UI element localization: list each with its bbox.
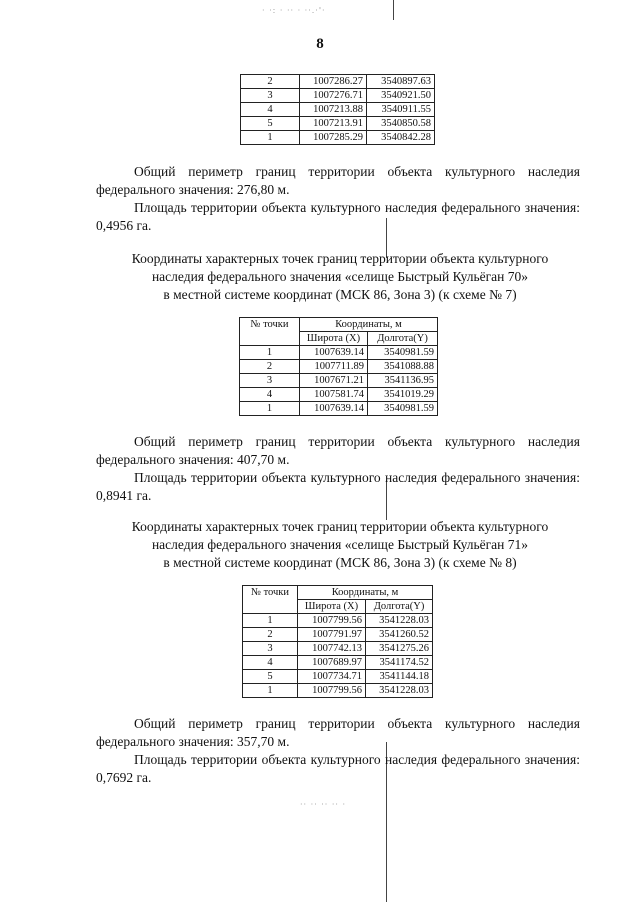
column-header-point: № точки [240,318,300,346]
table-row [243,642,433,656]
point-number: 1 [241,131,300,145]
longitude-y: 3541228.03 [366,684,433,698]
table-row [241,89,435,103]
table-row [243,684,433,698]
longitude-y: 3540911.55 [367,103,435,117]
point-number: 2 [243,628,298,642]
point-number: 4 [240,388,300,402]
column-header-coordinates: Координаты, м [298,586,433,600]
longitude-y: 3541136.95 [368,374,438,388]
point-number: 2 [241,75,300,89]
latitude-x: 1007791.97 [298,628,366,642]
longitude-y: 3540981.59 [368,346,438,360]
section-heading [90,250,590,304]
section-heading [90,518,590,572]
longitude-y: 3541174.52 [366,656,433,670]
point-number: 5 [241,117,300,131]
longitude-y: 3541019.29 [368,388,438,402]
latitude-x: 1007639.14 [300,402,368,416]
table-row [240,402,438,416]
heading-line: в местной системе координат (МСК 86, Зона 3) (к схеме № 8) [163,555,517,570]
perimeter-text: Общий периметр границ территории объекта культурного наследия федерального значения: 407,70 м. [96,434,580,467]
latitude-x: 1007213.91 [300,117,367,131]
latitude-x: 1007742.13 [298,642,366,656]
latitude-x: 1007689.97 [298,656,366,670]
longitude-y: 3540850.58 [367,117,435,131]
point-number: 4 [241,103,300,117]
scan-line-top [393,0,394,20]
latitude-x: 1007276.71 [300,89,367,103]
longitude-y: 3540921.50 [367,89,435,103]
table-row [241,75,435,89]
column-header-point: № точки [243,586,298,614]
area-text: Площадь территории объекта культурного наследия федерального значения: 0,8941 га. [96,470,580,503]
table-row [241,103,435,117]
point-number: 1 [240,402,300,416]
latitude-x: 1007639.14 [300,346,368,360]
latitude-x: 1007799.56 [298,614,366,628]
point-number: 2 [240,360,300,374]
latitude-x: 1007581.74 [300,388,368,402]
longitude-y: 3540842.28 [367,131,435,145]
longitude-y: 3540981.59 [368,402,438,416]
table-row [243,656,433,670]
coordinates-table-scheme-7 [239,317,438,416]
table-row [243,614,433,628]
column-header-coordinates: Координаты, м [300,318,438,332]
heading-line: наследия федерального значения «селище Быстрый Кульёган 71» [151,537,529,552]
latitude-x: 1007213.88 [300,103,367,117]
table-row [243,628,433,642]
table-header-row [240,318,438,332]
latitude-x: 1007799.56 [298,684,366,698]
latitude-x: 1007285.29 [300,131,367,145]
area-text: Площадь территории объекта культурного наследия федерального значения: 0,7692 га. [96,752,580,785]
scan-noise-bottom: ·· ·· ·· ·· · [300,800,347,809]
latitude-x: 1007734.71 [298,670,366,684]
column-header-x: Широта (X) [298,600,366,614]
area-text: Площадь территории объекта культурного наследия федерального значения: 0,4956 га. [96,200,580,233]
perimeter-text: Общий периметр границ территории объекта культурного наследия федерального значения: 276,80 м. [96,164,580,197]
table-row [240,374,438,388]
table-row [243,670,433,684]
table-row [241,117,435,131]
column-header-y: Долгота(Y) [368,332,438,346]
heading-line: наследия федерального значения «селище Быстрый Кульёган 70» [151,269,529,284]
scan-noise-top: · ·: · ·· · ··.·'· [262,6,326,15]
point-number: 1 [243,684,298,698]
longitude-y: 3540897.63 [367,75,435,89]
latitude-x: 1007286.27 [300,75,367,89]
point-number: 1 [240,346,300,360]
longitude-y: 3541228.03 [366,614,433,628]
table-row [241,131,435,145]
perimeter-text: Общий периметр границ территории объекта культурного наследия федерального значения: 357,70 м. [96,716,580,749]
heading-line: в местной системе координат (МСК 86, Зона 3) (к схеме № 7) [163,287,517,302]
point-number: 3 [243,642,298,656]
longitude-y: 3541144.18 [366,670,433,684]
heading-line: Координаты характерных точек границ территории объекта культурного [131,251,549,266]
longitude-y: 3541088.88 [368,360,438,374]
longitude-y: 3541260.52 [366,628,433,642]
table-row [240,388,438,402]
point-number: 5 [243,670,298,684]
heading-line: Координаты характерных точек границ территории объекта культурного [131,519,549,534]
table-header-row [243,586,433,600]
latitude-x: 1007711.89 [300,360,368,374]
column-header-y: Долгота(Y) [366,600,433,614]
table-row [240,346,438,360]
page-number: 8 [316,36,324,52]
table-row [240,360,438,374]
latitude-x: 1007671.21 [300,374,368,388]
point-number: 3 [240,374,300,388]
point-number: 3 [241,89,300,103]
column-header-x: Широта (X) [300,332,368,346]
coordinates-table-continued [240,74,435,145]
point-number: 4 [243,656,298,670]
coordinates-table-scheme-8 [242,585,433,698]
point-number: 1 [243,614,298,628]
longitude-y: 3541275.26 [366,642,433,656]
